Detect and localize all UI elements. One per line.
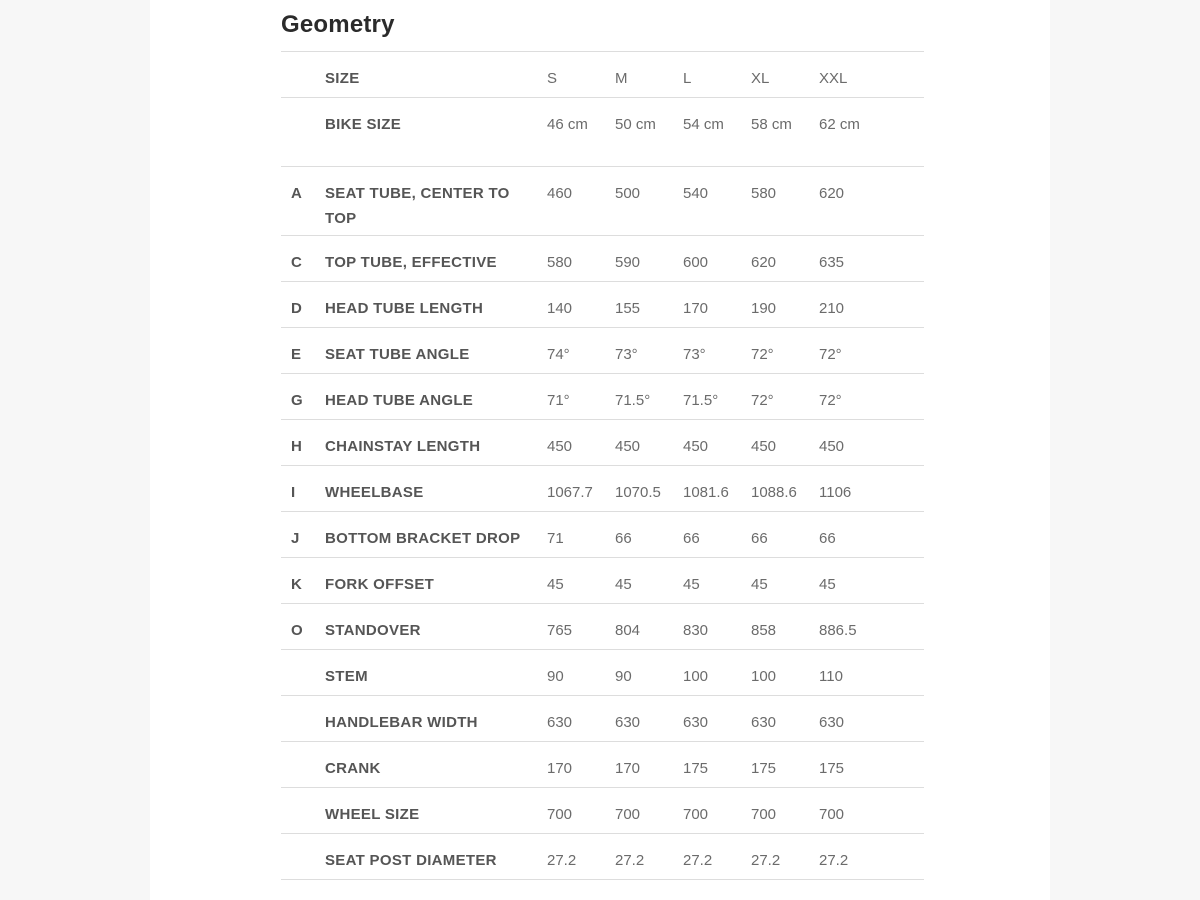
table-row: [281, 328, 924, 374]
value-cell-s: 90: [547, 668, 564, 685]
row-letter: E: [291, 346, 302, 363]
header-letter-cell: [281, 52, 325, 98]
value-cell-xxl: 630: [819, 714, 845, 731]
value-cell-xl: 100: [751, 668, 777, 685]
value-cell-m: 73°: [615, 346, 638, 363]
value-cell-xxl: 175: [819, 760, 845, 777]
value-cell-s: 140: [547, 300, 573, 317]
table-row: [281, 742, 924, 788]
value-cell-m: 90: [615, 668, 632, 685]
table-row: [281, 98, 924, 167]
value-cell-xl: 580: [751, 185, 777, 202]
value-cell-xl: 190: [751, 300, 777, 317]
row-label: SEAT TUBE ANGLE: [325, 346, 470, 363]
row-label: TOP TUBE, EFFECTIVE: [325, 254, 497, 271]
table-row: [281, 650, 924, 696]
row-letter: [281, 650, 325, 696]
value-cell-s: 27.2: [547, 852, 577, 869]
row-label: HANDLEBAR WIDTH: [325, 714, 478, 731]
row-label: STANDOVER: [325, 622, 421, 639]
table-row: [281, 167, 924, 236]
value-cell-l: 71.5°: [683, 392, 719, 409]
value-cell-m: 66: [615, 530, 632, 547]
value-cell-s: 1067.7: [547, 484, 593, 501]
value-cell-xxl: 72°: [819, 346, 842, 363]
table-row: [281, 512, 924, 558]
header-size-xxl: XXL: [819, 70, 848, 87]
row-label: BIKE SIZE: [325, 116, 402, 133]
table-row: [281, 696, 924, 742]
value-cell-s: 700: [547, 806, 573, 823]
value-cell-xl: 45: [751, 576, 768, 593]
value-cell-xl: 175: [751, 760, 777, 777]
row-label: WHEELBASE: [325, 484, 424, 501]
row-letter: [281, 742, 325, 788]
value-cell-xxl: 1106: [819, 484, 852, 501]
value-cell-l: 73°: [683, 346, 706, 363]
value-cell-m: 700: [615, 806, 641, 823]
value-cell-xl: 72°: [751, 392, 774, 409]
value-cell-xxl: 886.5: [819, 622, 857, 639]
value-cell-m: 590: [615, 254, 641, 271]
value-cell-xl: 620: [751, 254, 777, 271]
value-cell-s: 170: [547, 760, 573, 777]
row-label: SEAT TUBE, CENTER TO TOP: [325, 185, 510, 227]
value-cell-xxl: 700: [819, 806, 845, 823]
row-letter: [281, 98, 325, 167]
value-cell-l: 100: [683, 668, 709, 685]
row-label: CHAINSTAY LENGTH: [325, 438, 481, 455]
page-title: Geometry: [281, 11, 395, 38]
table-row: [281, 558, 924, 604]
table-row: [281, 374, 924, 420]
value-cell-m: 50 cm: [615, 116, 656, 133]
value-cell-s: 71°: [547, 392, 570, 409]
value-cell-l: 27.2: [683, 852, 713, 869]
header-size-xl: XL: [751, 70, 770, 87]
value-cell-m: 500: [615, 185, 641, 202]
header-size-m: M: [615, 70, 628, 87]
value-cell-s: 765: [547, 622, 573, 639]
row-label: STEM: [325, 668, 368, 685]
row-letter: H: [291, 438, 302, 455]
table-row: [281, 236, 924, 282]
value-cell-s: 45: [547, 576, 564, 593]
value-cell-l: 66: [683, 530, 700, 547]
value-cell-xxl: 635: [819, 254, 845, 271]
value-cell-xl: 58 cm: [751, 116, 792, 133]
value-cell-s: 630: [547, 714, 573, 731]
table-row: [281, 420, 924, 466]
row-label: HEAD TUBE ANGLE: [325, 392, 474, 409]
value-cell-l: 630: [683, 714, 709, 731]
value-cell-m: 170: [615, 760, 641, 777]
value-cell-s: 580: [547, 254, 573, 271]
value-cell-m: 27.2: [615, 852, 645, 869]
value-cell-xl: 450: [751, 438, 777, 455]
value-cell-m: 450: [615, 438, 641, 455]
value-cell-xxl: 27.2: [819, 852, 849, 869]
value-cell-xxl: 110: [819, 668, 843, 685]
row-label: BOTTOM BRACKET DROP: [325, 530, 521, 547]
value-cell-m: 1070.5: [615, 484, 661, 501]
value-cell-l: 830: [683, 622, 709, 639]
value-cell-xl: 700: [751, 806, 777, 823]
row-letter: C: [291, 254, 302, 271]
row-label: WHEEL SIZE: [325, 806, 420, 823]
value-cell-xxl: 620: [819, 185, 845, 202]
value-cell-xxl: 66: [819, 530, 836, 547]
table-header-row: [281, 52, 924, 98]
value-cell-l: 45: [683, 576, 700, 593]
value-cell-l: 1081.6: [683, 484, 729, 501]
value-cell-xxl: 45: [819, 576, 836, 593]
value-cell-xl: 72°: [751, 346, 774, 363]
value-cell-m: 45: [615, 576, 632, 593]
row-letter: [281, 834, 325, 880]
row-letter: J: [291, 530, 300, 547]
value-cell-xl: 66: [751, 530, 768, 547]
value-cell-xl: 27.2: [751, 852, 781, 869]
table-row: [281, 282, 924, 328]
value-cell-m: 71.5°: [615, 392, 651, 409]
header-size-label: SIZE: [325, 70, 360, 87]
row-letter: D: [291, 300, 302, 317]
value-cell-l: 700: [683, 806, 709, 823]
value-cell-s: 71: [547, 530, 564, 547]
table-row: [281, 604, 924, 650]
value-cell-xl: 1088.6: [751, 484, 797, 501]
value-cell-m: 804: [615, 622, 641, 639]
table-row: [281, 466, 924, 512]
value-cell-xxl: 450: [819, 438, 845, 455]
value-cell-l: 600: [683, 254, 709, 271]
table-row: [281, 834, 924, 880]
row-label: SEAT POST DIAMETER: [325, 852, 497, 869]
value-cell-l: 540: [683, 185, 709, 202]
value-cell-l: 170: [683, 300, 709, 317]
value-cell-s: 46 cm: [547, 116, 588, 133]
row-letter: I: [291, 484, 296, 501]
row-label: CRANK: [325, 760, 381, 777]
value-cell-xxl: 62 cm: [819, 116, 860, 133]
value-cell-s: 460: [547, 185, 573, 202]
header-size-s: S: [547, 70, 558, 87]
value-cell-l: 450: [683, 438, 709, 455]
value-cell-m: 630: [615, 714, 641, 731]
value-cell-xl: 858: [751, 622, 777, 639]
row-letter: [281, 788, 325, 834]
value-cell-xxl: 72°: [819, 392, 842, 409]
header-size-l: L: [683, 70, 692, 87]
value-cell-s: 450: [547, 438, 573, 455]
value-cell-m: 155: [615, 300, 641, 317]
value-cell-l: 54 cm: [683, 116, 724, 133]
geometry-table: [281, 51, 924, 880]
row-letter: K: [291, 576, 302, 593]
page: [150, 0, 1050, 900]
row-letter: O: [291, 622, 303, 639]
value-cell-l: 175: [683, 760, 709, 777]
row-label: FORK OFFSET: [325, 576, 435, 593]
row-letter: G: [291, 392, 303, 409]
value-cell-xl: 630: [751, 714, 777, 731]
row-letter: A: [291, 185, 302, 202]
row-letter: [281, 696, 325, 742]
row-label: HEAD TUBE LENGTH: [325, 300, 484, 317]
value-cell-xxl: 210: [819, 300, 845, 317]
table-row: [281, 788, 924, 834]
value-cell-s: 74°: [547, 346, 570, 363]
